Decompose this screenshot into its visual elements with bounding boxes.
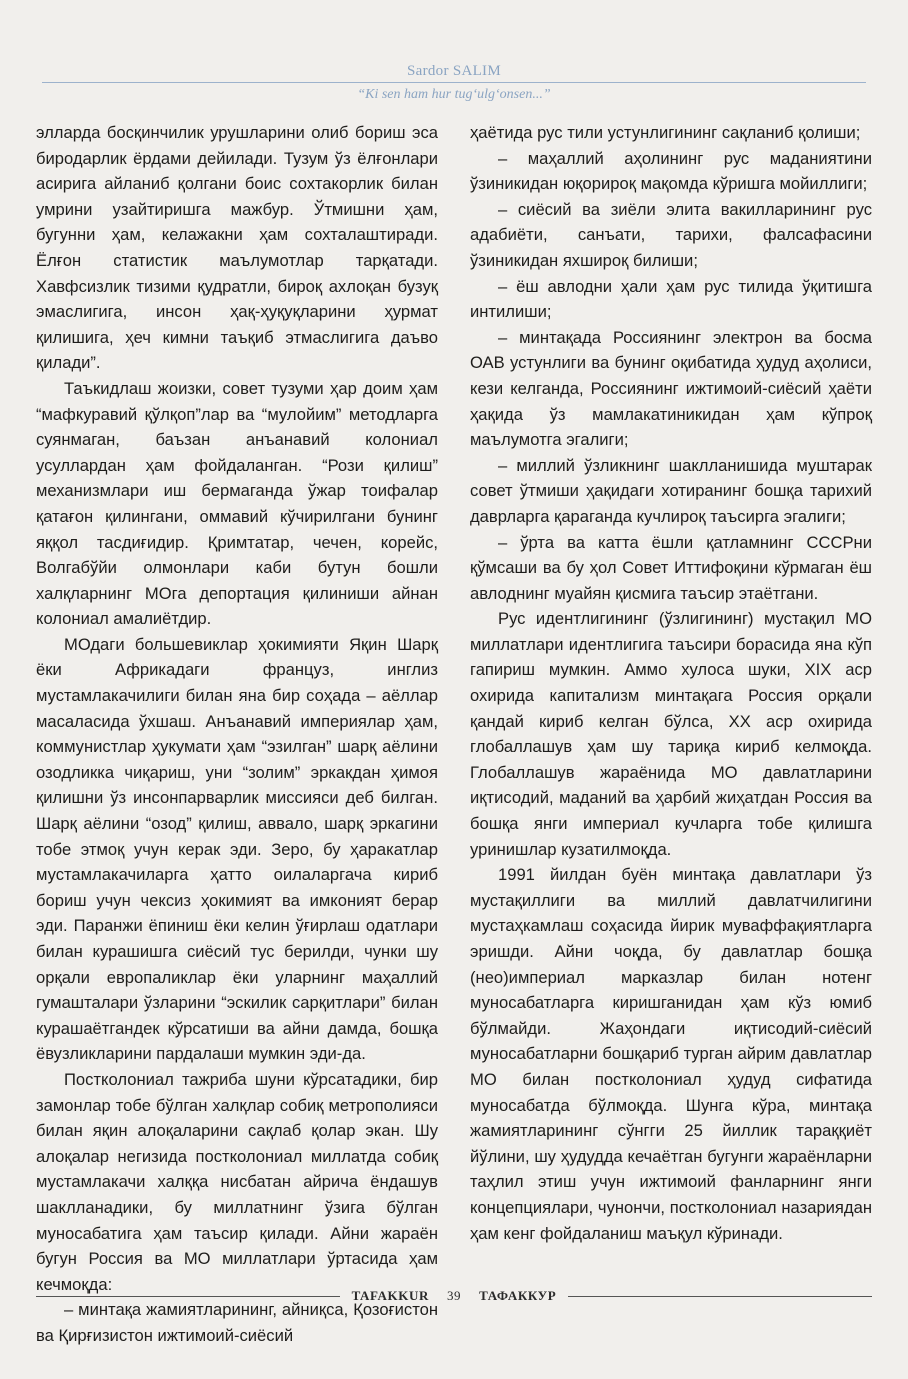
left-column (36, 120, 438, 1349)
paragraph: – минтақа жамиятларининг, айниқса, Қозоғистон ва Қирғизистон ижтимоий-сиёсий (36, 1300, 438, 1345)
header-quote: “Ki sen ham hur tug‘ulg‘onsen...” (357, 87, 551, 102)
paragraph: МОдаги большевиклар ҳокимияти Яқин Шарқ ёки Африкадаги француз, инглиз мустамлакачилиги билан яна бир соҳада – аёллар масаласида ўхшаш. Анъанавий империялар ҳам, коммунистлар ҳукумати ҳам “эзилган” шарқ аёлини озодликка чиқариш, уни “золим” эркакдан ҳимоя қилишни ўз инсонпарварлик миссияси деб билган. Шарқ аёлини “озод” қилиш, аввало, шарқ эркагини тобе этмоқ учун керак эди. Зеро, бу ҳаракатлар мустамлакачиларга ҳатто оилаларгача кириб бориш учун чексиз ҳокимият ва имконият берар эди. Паранжи ёпиниш ёки келин ўғирлаш одатлари билан курашишга сиёсий тус берилди, чунки шу орқали европаликлар ёки уларнинг маҳаллий гумашталари ўзларини “эскилик сарқитлари” билан курашаётгандек кўрсатиши ва айни дамда, бошқа ёвузликларини пардалаши мумкин эди-да. (36, 634, 438, 1064)
paragraph: ҳаётида рус тили устунлигининг сақланиб қолиши; (470, 123, 861, 142)
paragraph: 1991 йилдан буён минтақа давлатлари ўз мустақиллиги ва миллий давлатчилигини мустаҳкамлаш соҳасида йирик муваффақиятларга эришди. Айни чоқда, бу давлатлар бошқа (нео)империал марказлар билан нотенг муносабатларга киришганидан ҳам кўз юмиб бўлмайди. Жаҳондаги иқтисодий-сиёсий муносабатларни бошқариб турган айрим давлатлар МО билан постколониал ҳудуд сифатида муносабатда бўлмоқда. Шунга кўра, минтақа жамиятларининг сўнгги 25 йиллик тараққиёт йўлини, шу ҳудудда кечаётган бугунги жараёнларни таҳлил этиш учун ижтимоий фанларнинг янги концепциялари, чунончи, постколониал назариядан ҳам кенг фойдаланиш маъқул кўринади. (470, 865, 872, 1243)
footer-title-cyrillic: ТАФАККУР (479, 1288, 557, 1303)
footer-rule-left (36, 1296, 340, 1297)
list-item: – минтақада Россиянинг электрон ва босма ОАВ устунлиги ва бунинг оқибатида ҳудуд аҳолиси, кези келганда, Россиянинг ижтимоий-сиёсий ҳаёти ҳақида ўз мамлакатиникидан ҳам кўпроқ маълумотга эгалиги; (470, 327, 872, 450)
footer-title-latin: TAFAKKUR (351, 1288, 429, 1303)
paragraph: Рус идентлигининг (ўзлигининг) мустақил МО миллатлари идентлигига таъсири борасида яна кўп гапириш мумкин. Аммо хулоса шуки, XIX аср охирида капитализм минтақага Россия орқали қандай кириб келган бўлса, XX аср охирида глобаллашув ҳам шу тариқа кириб келмоқда. Глобаллашув жараёнида МО давлатларини иқтисодий, маданий ва ҳарбий жиҳатдан Россия ва бошқа янги империал кучларга тобе қилишга уринишлар кузатилмоқда. (470, 609, 872, 859)
right-column (470, 120, 872, 1246)
page-footer (36, 1288, 872, 1304)
list-item: – ёш авлодни ҳали ҳам рус тилида ўқитишга интилиши; (470, 276, 872, 322)
list-item: – миллий ўзликнинг шаклланишида муштарак совет ўтмиши ҳақидаги хотиранинг бошқа тарихий даврларга қараганда кучлироқ таъсирга эгалиги; (470, 455, 872, 526)
footer-rule-right (568, 1296, 872, 1297)
paragraph: Таъкидлаш жоизки, совет тузуми ҳар доим ҳам “мафкуравий қўлқоп”лар ва “мулойим” методларга суянмаган, баъзан анъанавий колониал усуллардан ҳам фойдаланган. “Рози қилиш” механизмлари иш бермаганда ўжар тоифалар қатағон қилингани, оммавий кўчирилгани бунинг яққол тасдиғидир. Қримтатар, чечен, корейс, Волгабўйи олмонлари каби бутун бошли халқларнинг МОга депортация қилиниши айнан колониал амалиётдир. (36, 378, 438, 629)
header-rule (42, 82, 866, 83)
header-author: Sardor SALIM (406, 63, 501, 79)
running-header (0, 62, 908, 104)
list-item: – сиёсий ва зиёли элита вакилларининг рус адабиёти, санъати, тарихи, фалсафасини ўзиникидан яхшироқ билиши; (470, 199, 872, 270)
list-item: – ўрта ва катта ёшли қатламнинг СССРни қўмсаши ва бу ҳол Совет Иттифоқини кўрмаган ёш авлоднинг муайян қисмига таъсир этаётгани. (470, 532, 872, 603)
page-number: 39 (446, 1288, 462, 1303)
paragraph: Постколониал тажриба шуни кўрсатадики, бир замонлар тобе бўлган халқлар собиқ метрополияси билан яқин алоқаларини сақлаб қолар экан. Шу алоқалар негизида постколониал миллатда собиқ мустамлакачи халққа нисбатан айрича ёндашув шаклланадики, бу миллатнинг ўзига бўлган муносабатига ҳам таъсир қилади. Айни жараён бугун Россия ва МО миллатлари ўртасида ҳам кечмоқда: (36, 1069, 438, 1294)
paragraph: элларда босқинчилик урушларини олиб бориш эса биродарлик ёрдами дейилади. Тузум ўз ёлғонлари асирига айланиб қолгани боис сохтакорлик билан умрини узайтиришга мажбур. Ўтмишни ҳам, бугунни ҳам, келажакни ҳам сохталаштиради. Ёлғон статистик маълумотлар тарқатади. Хавфсизлик тизими қудратли, бироқ ахлоқан бузуқ эмаслигига, инсон ҳақ-ҳуқуқларини ҳурмат қилишига, ҳеч кимни таъқиб этмаслигига даъво қилади”. (36, 123, 438, 373)
list-item: – маҳаллий аҳолининг рус маданиятини ўзиникидан юқорироқ мақомда кўришга мойиллиги; (470, 148, 872, 194)
